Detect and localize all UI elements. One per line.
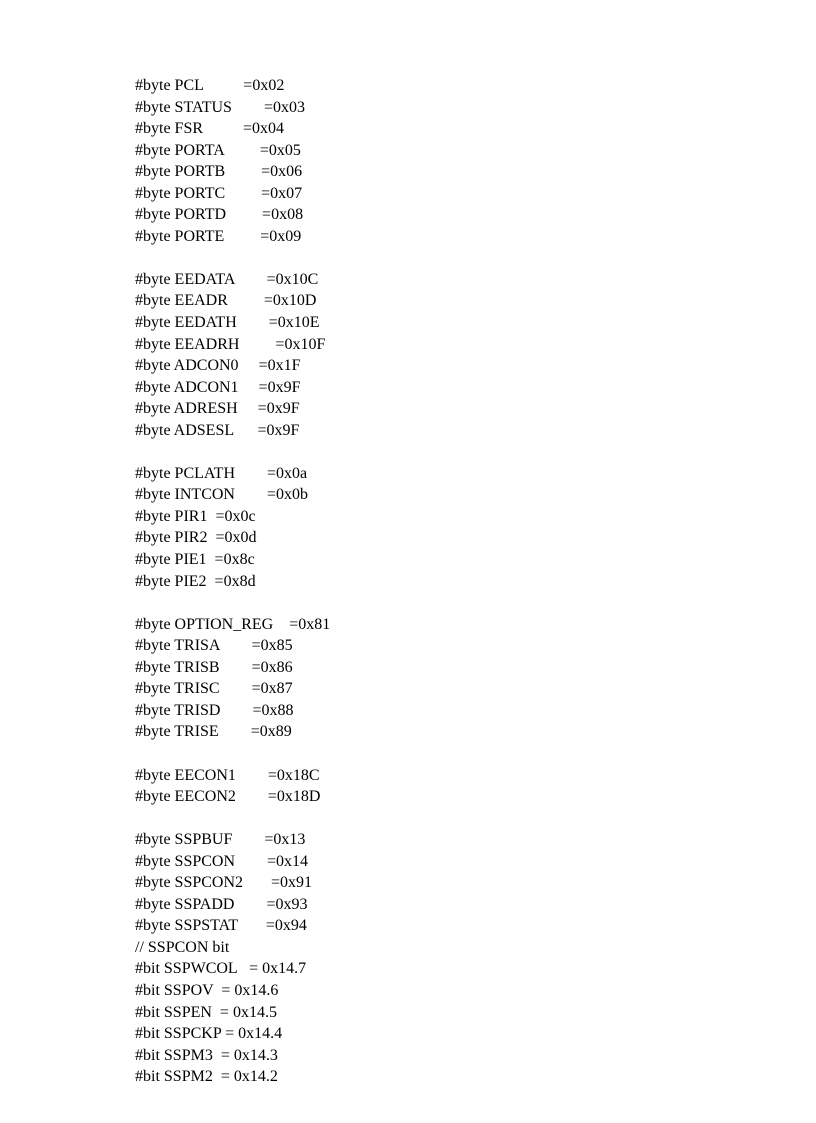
code-line: #byte TRISE =0x89 xyxy=(135,723,292,741)
code-line: #byte OPTION_REG =0x81 xyxy=(135,615,331,633)
code-line: #bit SSPM2 = 0x14.2 xyxy=(135,1068,278,1086)
code-line: #byte ADCON0 =0x1F xyxy=(135,357,301,375)
code-line: #byte PIR2 =0x0d xyxy=(135,529,257,547)
code-line: #byte TRISC =0x87 xyxy=(135,680,293,698)
code-line: #byte EEADRH =0x10F xyxy=(135,335,326,353)
code-line: #byte SSPBUF =0x13 xyxy=(135,831,306,849)
code-line: #byte SSPSTAT =0x94 xyxy=(135,917,307,935)
blank-line xyxy=(135,592,735,614)
code-line: #byte PORTB =0x06 xyxy=(135,163,303,181)
code-line: #byte SSPCON =0x14 xyxy=(135,852,309,870)
code-line: #byte EEADR =0x10D xyxy=(135,292,317,310)
code-line: #byte FSR =0x04 xyxy=(135,120,285,138)
code-line: #byte EEDATA =0x10C xyxy=(135,270,319,288)
code-line: #byte SSPCON2 =0x91 xyxy=(135,874,313,892)
code-line: #byte PORTC =0x07 xyxy=(135,184,303,202)
code-line: #byte TRISD =0x88 xyxy=(135,701,294,719)
code-line: #byte STATUS =0x03 xyxy=(135,98,305,116)
code-line: #byte EEDATH =0x10E xyxy=(135,314,320,332)
code-line: // SSPCON bit xyxy=(135,938,230,956)
code-line: #byte PIE2 =0x8d xyxy=(135,572,256,590)
code-line: #byte SSPADD =0x93 xyxy=(135,895,308,913)
code-line: #byte ADRESH =0x9F xyxy=(135,400,300,418)
code-line: #byte ADSESL =0x9F xyxy=(135,421,300,439)
code-line: #byte PORTE =0x09 xyxy=(135,227,302,245)
blank-line xyxy=(135,247,735,269)
code-line: #byte INTCON =0x0b xyxy=(135,486,309,504)
code-line: #byte TRISB =0x86 xyxy=(135,658,293,676)
code-line: #bit SSPM3 = 0x14.3 xyxy=(135,1046,278,1064)
code-line: #byte PORTA =0x05 xyxy=(135,141,301,159)
blank-line xyxy=(135,808,735,830)
code-line: #bit SSPCKP = 0x14.4 xyxy=(135,1025,283,1043)
blank-line xyxy=(135,441,735,463)
code-line: #bit SSPEN = 0x14.5 xyxy=(135,1003,277,1021)
code-listing xyxy=(135,75,735,1088)
code-line: #bit SSPOV = 0x14.6 xyxy=(135,981,279,999)
code-line: #byte TRISA =0x85 xyxy=(135,637,293,655)
code-line: #byte EECON2 =0x18D xyxy=(135,788,321,806)
code-line: #byte PCLATH =0x0a xyxy=(135,464,308,482)
code-line: #byte PIE1 =0x8c xyxy=(135,551,255,569)
code-line: #byte ADCON1 =0x9F xyxy=(135,378,301,396)
code-line: #bit SSPWCOL = 0x14.7 xyxy=(135,960,307,978)
code-line: #byte PORTD =0x08 xyxy=(135,206,304,224)
code-line: #byte EECON1 =0x18C xyxy=(135,766,320,784)
code-line: #byte PIR1 =0x0c xyxy=(135,507,256,525)
code-line: #byte PCL =0x02 xyxy=(135,77,285,94)
blank-line xyxy=(135,743,735,765)
